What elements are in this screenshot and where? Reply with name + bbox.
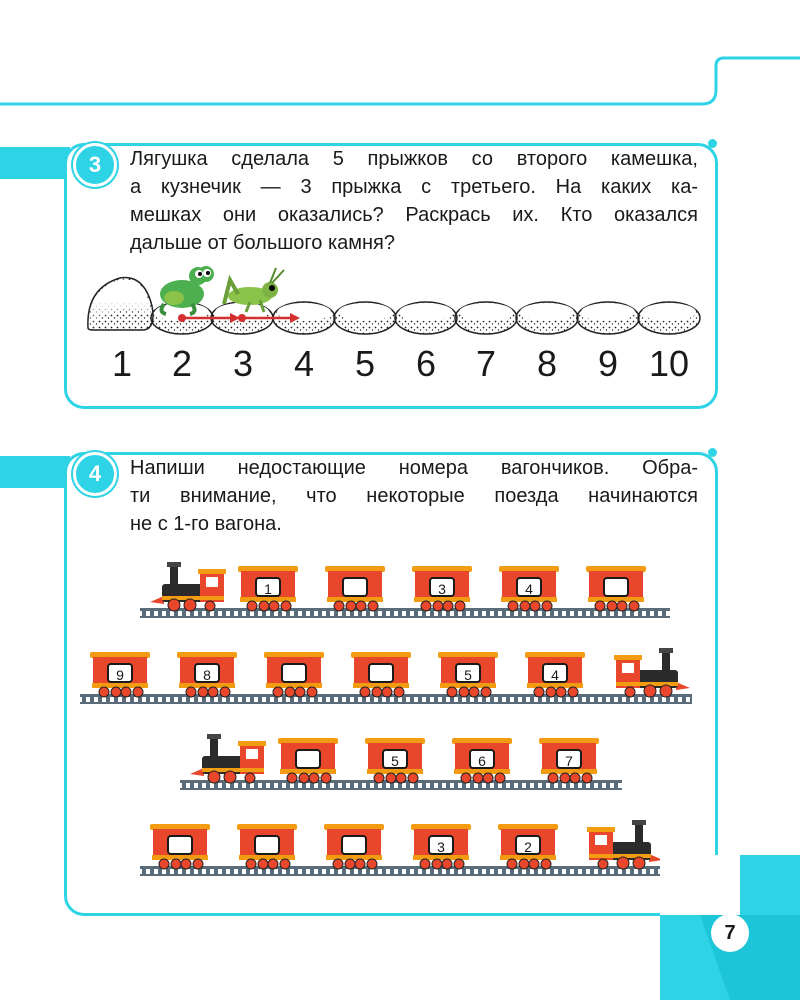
task3-tab [0,147,70,179]
wagon-number-blank[interactable] [281,663,307,683]
wagon [262,650,326,696]
wagon [496,822,560,868]
wagon [537,736,601,782]
wagon-number: 3 [429,577,455,597]
task4-dot [708,448,717,457]
wagon-number-blank[interactable] [341,835,367,855]
wagon [363,736,427,782]
stone-number-8: 8 [536,343,558,384]
stone-number-7: 7 [475,343,497,384]
stones-row [80,260,720,350]
stone-number-5: 5 [354,343,376,384]
wagon [450,736,514,782]
stone-number-10: 10 [648,343,690,384]
locomotive-icon [150,556,230,612]
stone-number-3: 3 [232,343,254,384]
wagon [322,822,386,868]
wagon [276,736,340,782]
wagon [349,650,413,696]
stone-number-2: 2 [171,343,193,384]
locomotive-icon [190,728,270,784]
wagon-number: 5 [455,663,481,683]
task4-tab [0,456,70,488]
wagon [584,564,648,610]
wagon-number: 6 [469,749,495,769]
wagon [88,650,152,696]
wagon-number-blank[interactable] [167,835,193,855]
stone-10[interactable] [638,302,700,334]
top-frame-decoration [0,0,800,120]
train-1 [140,556,670,616]
page-number: 7 [711,914,749,952]
wagon-number: 4 [542,663,568,683]
wagon [523,650,587,696]
stone-9[interactable] [577,302,639,334]
wagon-number: 4 [516,577,542,597]
wagon-number-blank[interactable] [368,663,394,683]
stone-7[interactable] [455,302,517,334]
wagon-number: 9 [107,663,133,683]
stone-number-9: 9 [597,343,619,384]
wagon-number: 7 [556,749,582,769]
wagon-number: 5 [382,749,408,769]
wagon [409,822,473,868]
wagon-number: 1 [255,577,281,597]
wagon [148,822,212,868]
task3-text: Лягушка сделала 5 прыжков со второго камешка, а кузнечик — 3 прыжка с третьего. На каких ка- мешках они оказались? Раскрась их. Кто оказался дальше от большого камня? [130,148,698,254]
locomotive-icon [583,814,663,870]
task3-dot [708,139,717,148]
locomotive-icon [610,642,690,698]
wagon [436,650,500,696]
wagon-number-blank[interactable] [295,749,321,769]
wagon-number-blank[interactable] [342,577,368,597]
stone-6[interactable] [395,302,457,334]
stone-number-4: 4 [293,343,315,384]
train-4 [140,814,670,874]
stone-number-1: 1 [111,343,133,384]
wagon [323,564,387,610]
stone-8[interactable] [516,302,578,334]
wagon-number: 8 [194,663,220,683]
wagon [175,650,239,696]
train-3 [180,728,622,788]
stone-5[interactable] [334,302,396,334]
stone-number-6: 6 [415,343,437,384]
task4-text: Напиши недостающие номера вагончиков. Обра- ти внимание, что некоторые поезда начинаются не с 1-го вагона. [130,457,698,535]
wagon [497,564,561,610]
wagon-number-blank[interactable] [254,835,280,855]
wagon [235,822,299,868]
wagon [236,564,300,610]
wagon [410,564,474,610]
wagon-number: 2 [515,835,541,855]
stone-big[interactable] [88,278,153,330]
task4-number-badge: 4 [73,452,117,496]
train-2 [80,642,692,702]
wagon-number-blank[interactable] [603,577,629,597]
wagon-number: 3 [428,835,454,855]
task3-number-badge: 3 [73,143,117,187]
